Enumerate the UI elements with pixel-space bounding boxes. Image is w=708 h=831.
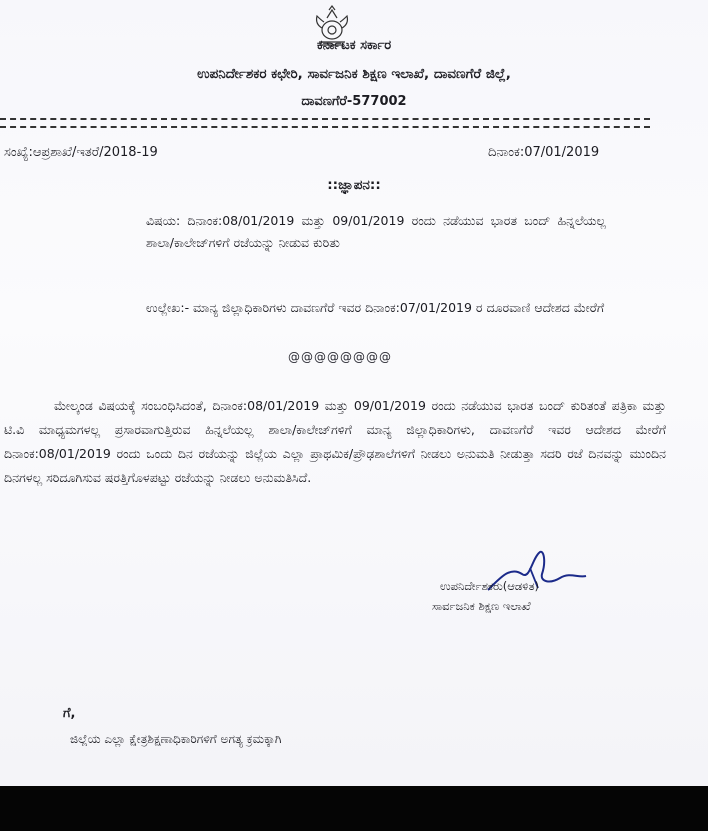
header-divider	[0, 118, 650, 128]
reference-number: ಸಂಖ್ಯೆ:ಆಪ್ರಶಾಖೆ/ಇತರೆ/2018-19	[4, 145, 158, 160]
footer-black-bar	[0, 786, 708, 831]
office-name: ಉಪನಿರ್ದೇಶಕರ ಕಛೇರಿ, ಸಾರ್ವಜನಿಕ ಶಿಕ್ಷಣ ಇಲಾಖೆ, ದಾವಣಗೆರೆ ಜಿಲ್ಲೆ,	[197, 66, 511, 82]
recipient-line: ಜಿಲ್ಲೆಯ ಎಲ್ಲಾ ಕ್ಷೇತ್ರಶಿಕ್ಷಣಾಧಿಕಾರಿಗಳಿಗೆ ಅಗತ್ಯ ಕ್ರಮಕ್ಕಾಗಿ	[70, 732, 282, 746]
office-address: ದಾವಣಗೆರೆ-577002	[301, 94, 407, 109]
body-paragraph: ಮೇಲ್ಕಂಡ ವಿಷಯಕ್ಕೆ ಸಂಬಂಧಿಸಿದಂತೆ, ದಿನಾಂಕ:08/01/2019 ಮತ್ತು 09/01/2019 ರಂದು ನಡೆಯುವ ಭಾರತ ಬಂದ್ ಕುರಿತಂತೆ ಪತ್ರಿಕಾ ಮತ್ತು ಟಿ.ವಿ ಮಾಧ್ಯಮಗಳಲ್ಲ ಪ್ರಸಾರವಾಗುತ್ತಿರುವ ಹಿನ್ನಲೆಯಲ್ಲ ಶಾಲಾ/ಕಾಲೇಜ್‌ಗಳಿಗೆ ಮಾನ್ಯ ಜಿಲ್ಲಾಧಿಕಾರಿಗಳು, ದಾವಣಗೆರೆ ಇವರ ಆದೇಶದ ಮೇರೆಗೆ ದಿನಾಂಕ:08/01/2019 ರಂದು ಒಂದು ದಿನ ರಜೆಯನ್ನು ಜಿಲ್ಲೆಯ ಎಲ್ಲಾ ಪ್ರಾಥಮಿಕ/ಪ್ರೌಢಶಾಲೆಗಳಿಗೆ ನೀಡಲು ಅನುಮತಿ ನೀಡುತ್ತಾ ಸದರಿ ರಜೆ ದಿನವನ್ನು ಮುಂದಿನ ದಿನಗಳಲ್ಲ ಸರಿದೂಗಿಸುವ ಷರತ್ತಿಗೊಳಪಟ್ಟು ರಜೆಯನ್ನು ನೀಡಲು ಅನುಮತಿಸಿದೆ.	[4, 398, 666, 485]
government-title: ಕರ್ನಾಟಕ ಸರ್ಕಾರ	[316, 38, 392, 53]
letter-date: ದಿನಾಂಕ:07/01/2019	[488, 145, 600, 160]
to-label: ಗೆ,	[63, 706, 76, 721]
reference-paragraph: ಉಲ್ಲೇಖ:- ಮಾನ್ಯ ಜಿಲ್ಲಾಧಿಕಾರಿಗಳು ದಾವಣಗೆರೆ ಇವರ ದಿನಾಂಕ:07/01/2019 ರ ದೂರವಾಣಿ ಆದೇಶದ ಮೇರೆಗೆ	[146, 300, 605, 315]
notice-title: ::ಜ್ಞಾಪನ::	[327, 177, 381, 193]
subject-paragraph: ವಿಷಯ: ದಿನಾಂಕ:08/01/2019 ಮತ್ತು 09/01/2019 ರಂದು ನಡೆಯುವ ಭಾರತ ಬಂದ್ ಹಿನ್ನಲೆಯಲ್ಲ ಶಾಲಾ/ಕಾಲೇಜ್‌ಗಳಿಗೆ ರಜೆಯನ್ನು ನೀಡುವ ಕುರಿತು	[146, 213, 606, 250]
signatory-department: ಸಾರ್ವಜನಿಕ ಶಿಕ್ಷಣ ಇಲಾಖೆ	[432, 599, 531, 613]
separator-line: @@@@@@@@	[288, 350, 392, 364]
signatory-title: ಉಪನಿರ್ದೇಶಕರು(ಆಡಳಿತ)	[440, 579, 540, 593]
